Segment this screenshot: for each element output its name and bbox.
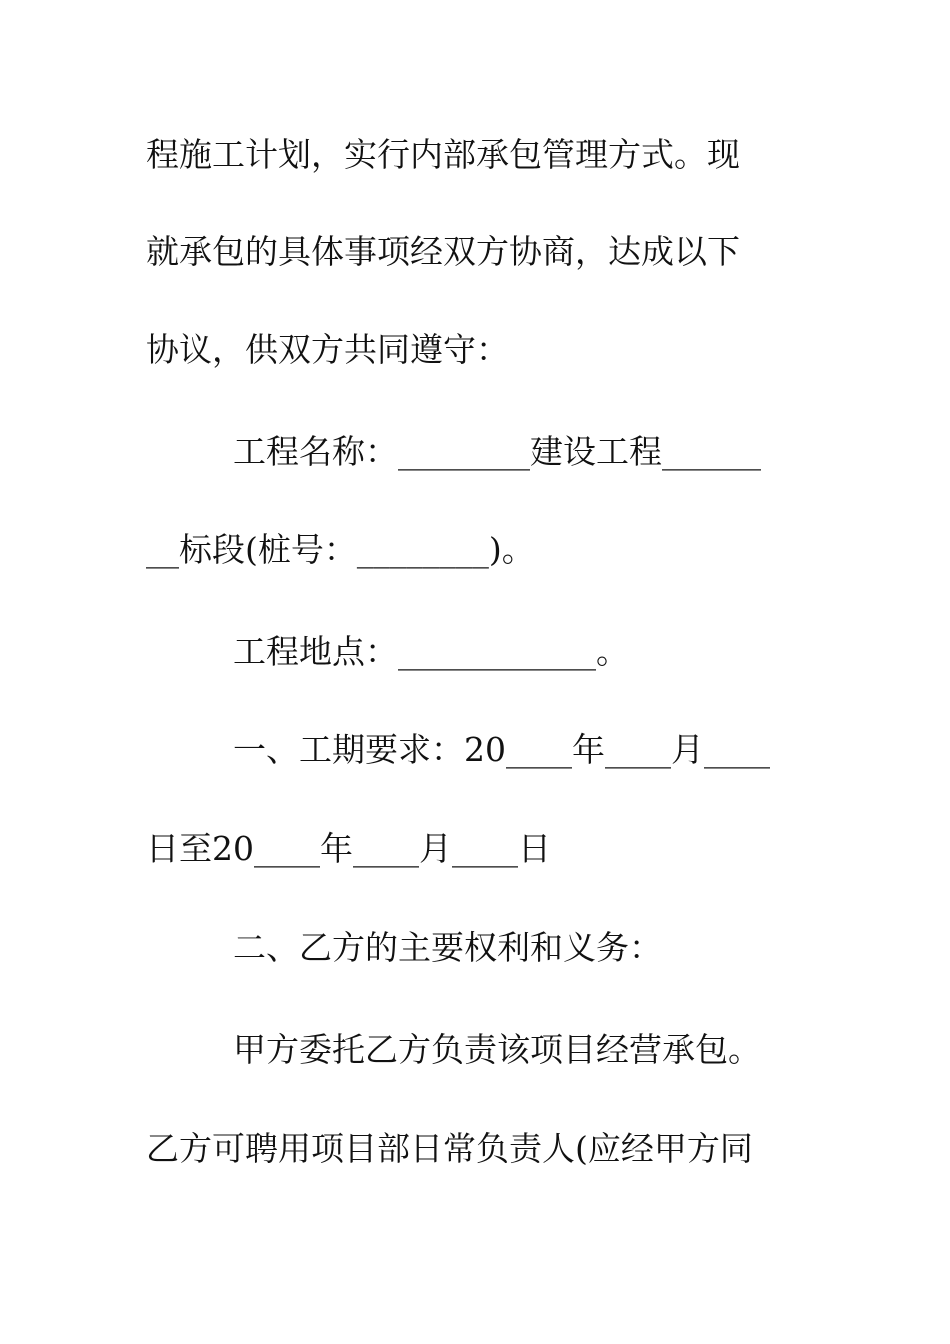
schedule-date-line: 日至20____年____月____日 — [146, 829, 551, 868]
section-stake-line: __标段(桩号：________)。 — [146, 530, 535, 569]
body-text-line: 甲方委托乙方负责该项目经营承包。 — [233, 1030, 761, 1069]
project-location-line: 工程地点：____________。 — [233, 632, 629, 671]
body-text-line: 就承包的具体事项经双方协商，达成以下 — [146, 232, 740, 271]
body-text-line: 程施工计划，实行内部承包管理方式。现 — [146, 135, 740, 174]
section-heading-line: 二、乙方的主要权利和义务： — [233, 928, 662, 967]
schedule-heading-line: 一、工期要求：20____年____月____ — [233, 730, 770, 769]
project-name-line: 工程名称：________建设工程______ — [233, 432, 761, 471]
body-text-line: 协议，供双方共同遵守： — [146, 330, 509, 369]
body-text-line: 乙方可聘用项目部日常负责人(应经甲方同 — [146, 1129, 753, 1168]
